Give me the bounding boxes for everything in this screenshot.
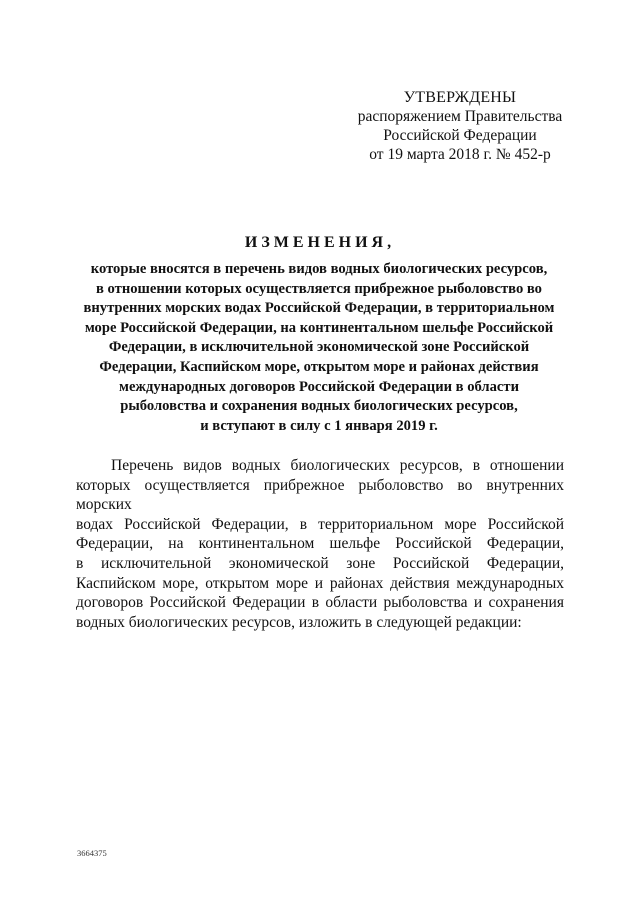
- body-line: Перечень видов водных биологических ресурсов, в отношении: [111, 457, 564, 474]
- body-line: водах Российской Федерации, в территориальном море Российской: [76, 515, 564, 533]
- subtitle-line: рыболовства и сохранения водных биологических ресурсов,: [120, 398, 518, 415]
- subtitle-line: которые вносятся в перечень видов водных биологических ресурсов,: [90, 261, 548, 277]
- subtitle-line: Федерации, в исключительной экономической зоне Российской: [108, 339, 530, 356]
- subtitle-line: и вступают в силу с 1 января 2019 г.: [200, 417, 438, 434]
- body-line: договоров Российской Федерации в области рыболовства и сохранения: [76, 594, 564, 612]
- document-code: 3664375: [77, 848, 107, 858]
- subtitle-line: международных договоров Российской Федерации в области: [119, 378, 519, 395]
- body-line: которых осуществляется прибрежное рыболовство во внутренних морских: [76, 476, 564, 514]
- subtitle-line: Федерации, Каспийском море, открытом море и районах действия: [99, 358, 539, 375]
- subtitle-line: в отношении которых осуществляется прибрежное рыболовство во: [96, 280, 542, 297]
- body-line: водных биологических ресурсов, изложить в следующей редакции:: [76, 613, 522, 631]
- approval-line-2: Российской Федерации: [383, 127, 537, 144]
- approval-heading: УТВЕРЖДЕНЫ: [403, 89, 517, 106]
- body-line: в исключительной экономической зоне Российской Федерации,: [76, 554, 564, 572]
- subtitle-line: внутренних морских водах Российской Федерации, в территориальном: [83, 300, 555, 317]
- subtitle-line: море Российской Федерации, на континентальном шельфе Российской: [84, 319, 554, 336]
- approval-line-1: распоряжением Правительства: [357, 108, 563, 125]
- document-title: ИЗМЕНЕНИЯ,: [244, 234, 396, 251]
- body-paragraph: [76, 456, 564, 632]
- document-subtitle: [66, 260, 572, 436]
- body-line: Каспийском море, открытом море и районах действия международных: [76, 574, 564, 592]
- approval-block: [340, 88, 580, 164]
- approval-line-3: от 19 марта 2018 г. № 452-р: [369, 146, 551, 163]
- body-line: Федерации, на континентальном шельфе Российской Федерации,: [76, 535, 564, 553]
